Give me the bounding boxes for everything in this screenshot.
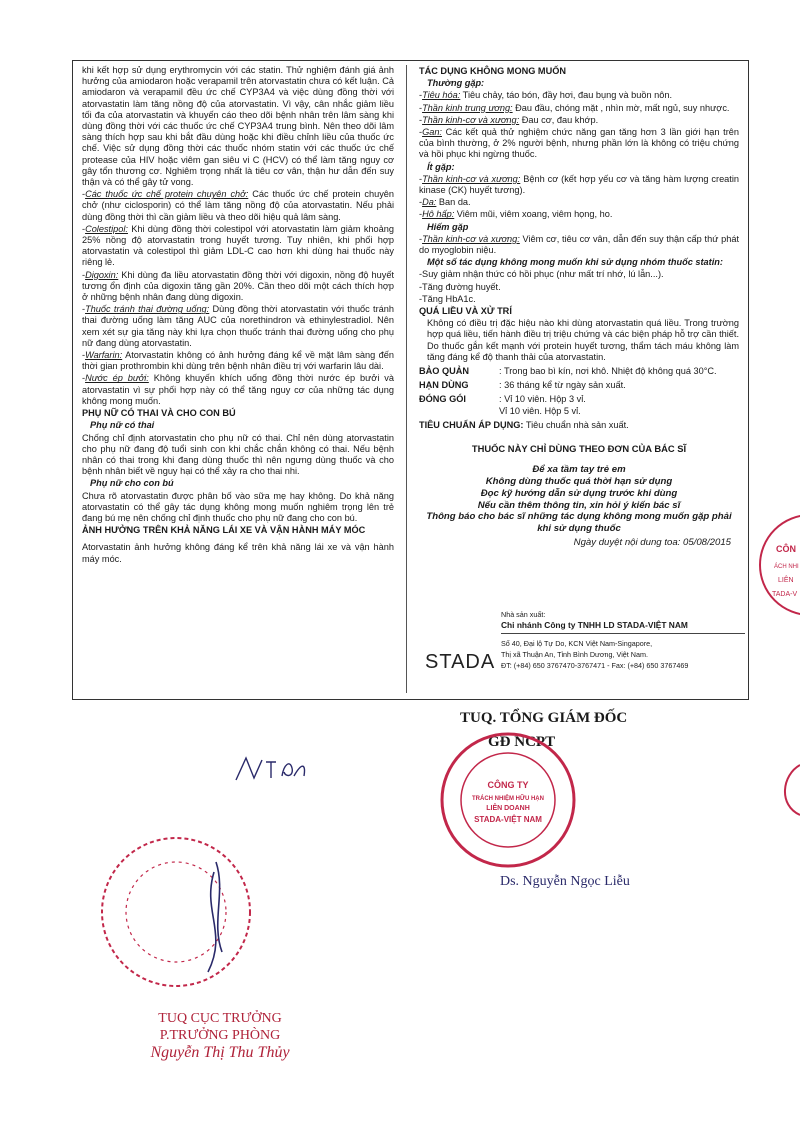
approval-title: TUQ. TỔNG GIÁM ĐỐC — [460, 710, 628, 726]
svg-text:LIÊN DOANH: LIÊN DOANH — [486, 805, 530, 812]
interaction-colestipol: -Colestipol: Khi dùng đồng thời colestipol với atorvastatin làm giảm khoảng 25% nồng độ atorvastatin trong huyết tương. Tuy nhiên, khi phối hợp atorvastatin và colestipol thì giảm LDL-C cao hơn khi dùng hai thuốc này riêng lẻ. — [82, 223, 394, 268]
edge-stamp-lower — [760, 760, 800, 820]
ae-cns: -Thần kinh trung ương: Đau đầu, chóng mặt , nhìn mờ, mất ngủ, suy nhược. — [419, 102, 730, 113]
approved-date: Ngày duyệt nội dung toa: 05/08/2015 — [573, 537, 731, 549]
statin-ae-heading: Một số tác dụng không mong muốn khi sử dụng nhóm thuốc statin: — [427, 257, 723, 268]
rx-only-notice: THUỐC NÀY CHỈ DÙNG THEO ĐƠN CỦA BÁC SĨ — [471, 443, 687, 455]
interaction-transport: -Các thuốc ức chế protein chuyên chở: Các thuốc ức chế protein chuyên chở (như ciclosporin) có thể làm tăng nồng độ của atorvastatin. Nếu phải dùng đồng thời thì cần giảm liều và theo dõi hiệu quả lâm sàng. — [82, 189, 395, 222]
packaging-row: ĐÓNG GÓI : Vỉ 10 viên. Hộp 3 vỉ. — [419, 394, 586, 405]
initials-signature — [232, 754, 312, 784]
ae-digestive: -Tiêu hóa: Tiêu chảy, táo bón, đầy hơi, đau bụng và buồn nôn. — [419, 90, 673, 101]
warning-1: Để xa tầm tay trẻ em — [532, 464, 626, 476]
svg-text:CÔN: CÔN — [776, 544, 796, 554]
manufacturer-address-1: Số 40, Đại lộ Tự Do, KCN Việt Nam-Singapore, — [501, 639, 653, 648]
pregnancy-subheading: Phụ nữ có thai — [90, 420, 155, 431]
leaflet-panel — [72, 60, 749, 700]
svg-text:TADA-V: TADA-V — [772, 591, 798, 598]
gov-signer: Nguyễn Thị Thu Thủy — [150, 1044, 290, 1061]
statin-ae-2: -Tăng đường huyết. — [419, 281, 501, 292]
standard-row: TIÊU CHUẨN ÁP DỤNG: Tiêu chuẩn nhà sản xuất. — [419, 419, 629, 430]
ae-neuromuscular-2: -Thần kinh-cơ và xương: Bệnh cơ (kết hợp yếu cơ và tăng hàm lượng creatin kinase (CK) huyết tương). — [419, 173, 739, 196]
expiry-row: HẠN DÙNG : 36 tháng kể từ ngày sản xuất. — [419, 380, 626, 391]
warning-2: Không dùng thuốc quá thời hạn sử dụng — [485, 476, 673, 488]
packaging-row-2: Vỉ 10 viên. Hộp 5 vỉ. — [499, 405, 581, 416]
svg-text:ÁCH NHI: ÁCH NHI — [774, 564, 799, 570]
ae-skin: -Da: Ban da. — [419, 197, 471, 208]
stada-logo: STADA — [425, 651, 496, 673]
overdose-heading: QUÁ LIỀU VÀ XỬ TRÍ — [419, 306, 512, 317]
column-divider — [406, 65, 407, 693]
statin-ae-1: -Suy giảm nhận thức có hồi phục (như mất trí nhớ, lú lẫn...). — [419, 269, 664, 280]
storage-row: BẢO QUẢN : Trong bao bì kín, nơi khô. Nhiệt độ không quá 30°C. — [419, 366, 717, 377]
pregnancy-heading: PHỤ NỮ CÓ THAI VÀ CHO CON BÚ — [82, 408, 236, 419]
interaction-paragraph: khi kết hợp sử dụng erythromycin với các statin. Thử nghiệm đánh giá ảnh hưởng của amiodaron hoặc verapamil trên atorvastatin chưa có kết luận. Cả amiodaron và verapamil đều ức chế CYP3A4 và việc dùng đồng thời với atorvastatin làm tăng nồng độ của atorvastatin. Vì vậy, cân nhắc giảm liều tối đa của atorvastatin và khuyến cáo theo dõi bệnh nhân trên lâm sàng khi dùng đồng thời với các thuốc ức chế CYP3A4 trung bình. Nên theo dõi lâm sàng thích hợp sau khi bắt đầu dùng hoặc khi điều chỉnh liều của thuốc ức chế. Việc sử dụng đồng thời các thuốc nhóm statin với các thuốc ức chế protease của HIV hoặc viêm gan siêu vi C (HCV) có thể làm tăng nguy cơ gây tổn thương cơ. Nghiêm trọng nhất là tiêu cơ vân, thận hư dẫn đến suy thận và có thể gây tử vong. — [82, 65, 394, 188]
uncommon-subheading: Ít gặp: — [427, 161, 455, 172]
manufacturer-label: Nhà sản xuất: — [501, 610, 546, 619]
svg-text:TRÁCH NHIỆM HỮU HẠN: TRÁCH NHIỆM HỮU HẠN — [472, 796, 544, 802]
pregnancy-text: Chống chỉ định atorvastatin cho phụ nữ có thai. Chỉ nên dùng atorvastatin cho phụ nữ đang độ tuổi sinh con khi chắc chắn không có thai. Nếu bệnh nhân có thai trong khi đang dùng thuốc thì nên ngưng dùng thuốc và cho bệnh nhân biết về nguy hại có thể xảy ra cho thai nhi. — [82, 432, 394, 477]
manufacturer-block — [501, 609, 745, 671]
adverse-heading: TÁC DỤNG KHÔNG MONG MUỐN — [419, 66, 566, 76]
interaction-contraceptive: -Thuốc tránh thai đường uống: Dùng đồng thời atorvastatin với thuốc tránh thai đường uống làm tăng AUC của norethindron và ethinylestradiol. Nên xem xét sự gia tăng này khi lựa chọn thuốc tránh thai đường uống cho phụ nữ đang dùng atorvastatin. — [82, 304, 394, 348]
right-column — [419, 65, 739, 548]
svg-text:LIÊN: LIÊN — [778, 577, 794, 584]
common-subheading: Thường gặp: — [427, 78, 485, 89]
gov-title: TUQ CỤC TRƯỞNG — [158, 1011, 282, 1026]
warning-3: Đọc kỹ hướng dẫn sử dụng trước khi dùng — [480, 487, 678, 499]
lactation-subheading: Phụ nữ cho con bú — [90, 478, 174, 489]
manufacturer-address-2: Thị xã Thuận An, Tỉnh Bình Dương, Việt Nam. — [501, 650, 648, 659]
gov-role: P.TRƯỞNG PHÒNG — [159, 1028, 281, 1043]
company-stamp — [438, 730, 578, 870]
statin-ae-3: -Tăng HbA1c. — [419, 293, 476, 304]
driving-text: Atorvastatin ảnh hưởng không đáng kể trên khả năng lái xe và vận hành máy móc. — [82, 542, 394, 564]
overdose-text: Không có điều trị đặc hiệu nào khi dùng atorvastatin quá liều. Trong trường hợp quá liều, tiến hành điều trị triệu chứng và các biện pháp hỗ trợ cần thiết. Do thuốc gắn kết mạnh với protein huyết tương, thẩm tách máu không làm tăng đáng kể độ thanh thải của atorvastatin. — [427, 318, 739, 362]
ae-respiratory: -Hô hấp: Viêm mũi, viêm xoang, viêm họng, ho. — [419, 209, 613, 220]
interaction-digoxin: -Digoxin: Khi dùng đa liều atorvastatin đồng thời với digoxin, nồng độ huyết tương ổn định của digoxin tăng gần 20%. Cần theo dõi một cách thích hợp ở những bệnh nhân đang dùng digoxin. — [82, 269, 394, 303]
ae-neuromuscular: -Thần kinh-cơ và xương: Đau cơ, đau khớp. — [419, 114, 599, 125]
gov-approval — [120, 1010, 320, 1061]
lactation-text: Chưa rõ atorvastatin được phân bố vào sữa mẹ hay không. Do khả năng atorvastatin có thể gây tác dụng không mong muốn nghiêm trọng lên trẻ đang bú mẹ nên chống chỉ định thuốc cho phụ nữ đang cho con bú. — [82, 490, 394, 523]
edge-stamp — [756, 510, 800, 620]
ae-liver: -Gan: Các kết quả thử nghiệm chức năng gan tăng hơn 3 lần giới hạn trên của bình thường, ở 2% người bệnh, nhưng phần lớn là không có triệu chứng và hồi phục khi ngừng thuốc. — [419, 127, 739, 160]
approval-role: GĐ NCPT — [488, 734, 556, 750]
warning-5: Thông báo cho bác sĩ những tác dụng không mong muốn gặp phải khi sử dụng thuốc — [426, 511, 732, 535]
manufacturer-phone: ĐT: (+84) 650 3767470-3767471 - Fax: (+84) 650 3767469 — [501, 661, 689, 670]
svg-text:STADA-VIỆT NAM: STADA-VIỆT NAM — [474, 815, 542, 824]
rare-subheading: Hiếm gặp — [427, 221, 469, 232]
interaction-grapefruit: -Nước ép bưởi: Không khuyến khích uống đồng thời nước ép bưởi và atorvastatin vì sự phối hợp này có thể tăng nguy cơ của những tác dụng không mong muốn. — [82, 373, 394, 406]
manufacturer-name: Chi nhánh Công ty TNHH LD STADA-VIỆT NAM — [501, 620, 688, 630]
warning-4: Nếu cần thêm thông tin, xin hỏi ý kiến bác sĩ — [477, 499, 681, 511]
driving-heading: ẢNH HƯỞNG TRÊN KHẢ NĂNG LÁI XE VÀ VẬN HÀNH MÁY MÓC — [82, 525, 366, 536]
left-column — [82, 65, 394, 566]
svg-text:CÔNG TY: CÔNG TY — [487, 780, 529, 790]
company-signer: Ds. Nguyễn Ngọc Liễu — [500, 874, 630, 889]
interaction-warfarin: -Warfarin: Atorvastatin không có ảnh hưởng đáng kể về mặt lâm sàng đến thời gian prothrombin khi dùng trên bệnh nhân điều trị với warfarin lâu dài. — [82, 350, 394, 372]
gov-stamp — [96, 832, 256, 992]
ae-neuromuscular-3: -Thần kinh-cơ và xương: Viêm cơ, tiêu cơ vân, dẫn đến suy thận cấp thứ phát do myoglobin niệu. — [419, 233, 739, 256]
